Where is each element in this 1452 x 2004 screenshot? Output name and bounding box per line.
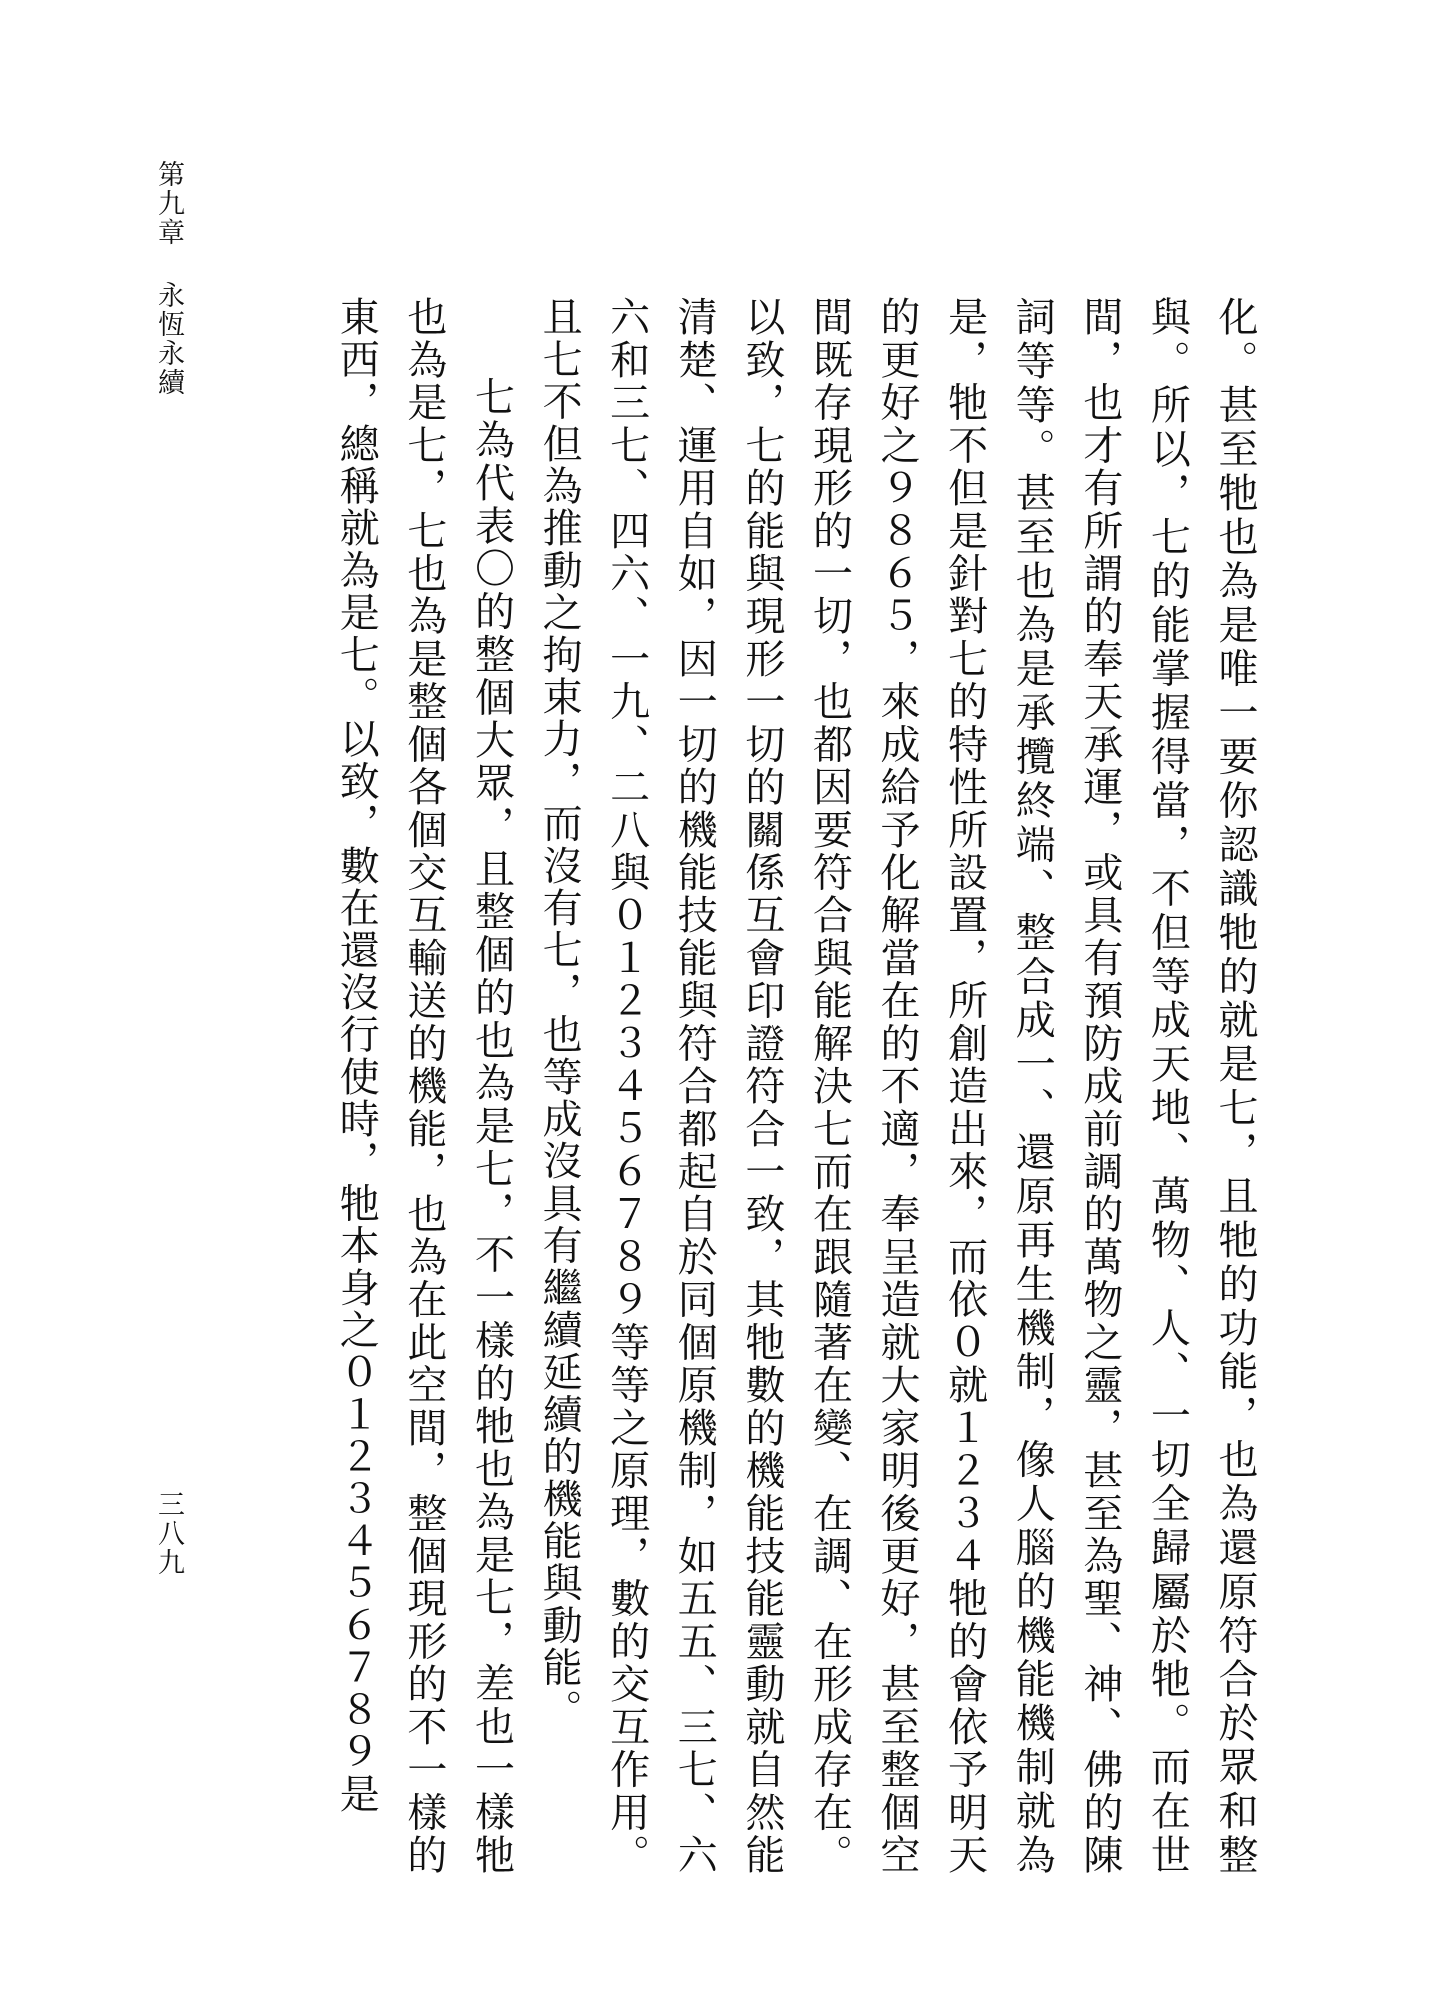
page-number: 三八九 (153, 1490, 184, 1577)
paragraph-seven: 七為代表〇的整個大眾，且整個的也為是七，不一樣的牠也為是七，差也一樣牠也為是七，七也為是整個各個交互輸送的機能，也為在此空間，整個現形的不一樣的東西，總稱就為是七。以致，數在還沒行使時，牠本身之０１２３４５６７８９是 (333, 296, 515, 1876)
chapter-label: 第九章 (153, 160, 184, 247)
paragraph-continued: 化。甚至牠也為是唯一要你認識牠的就是七，且牠的功能，也為還原符合於眾和整與。所以，七的能掌握得當，不但等成天地、萬物、人、一切全歸屬於牠。而在世間，也才有所謂的奉天承運，或具有預防成前調的萬物之靈，甚至為聖、神、佛的陳詞等等。甚至也為是承攬終端、整合成一、還原再生機制，像人腦的機能機制就為是，牠不但是針對七的特性所設置，所創造出來，而依０就１２３４牠的會依予明天的更好之９８６５，來成給予化解當在的不適，奉呈造就大家明後更好，甚至整個空間既存現形的一切，也都因要符合與能解決七而在跟隨著在變、在調、在形成存在。以致，七的能與現形一切的關係互會印證符合一致，其牠數的機能技能靈動就自然能清楚、運用自如，因一切的機能技能與符合都起自於同個原機制，如五五、三七、六六和三七、四六、一九、二八與０１２３４５６７８９等等之原理，數的交互作用。且七不但為推動之拘束力，而沒有七，也等成沒具有繼續延續的機能與動能。 (536, 296, 1258, 1876)
body-text (262, 296, 1268, 1876)
chapter-title: 永恆永續 (153, 281, 184, 397)
running-header (148, 160, 188, 397)
